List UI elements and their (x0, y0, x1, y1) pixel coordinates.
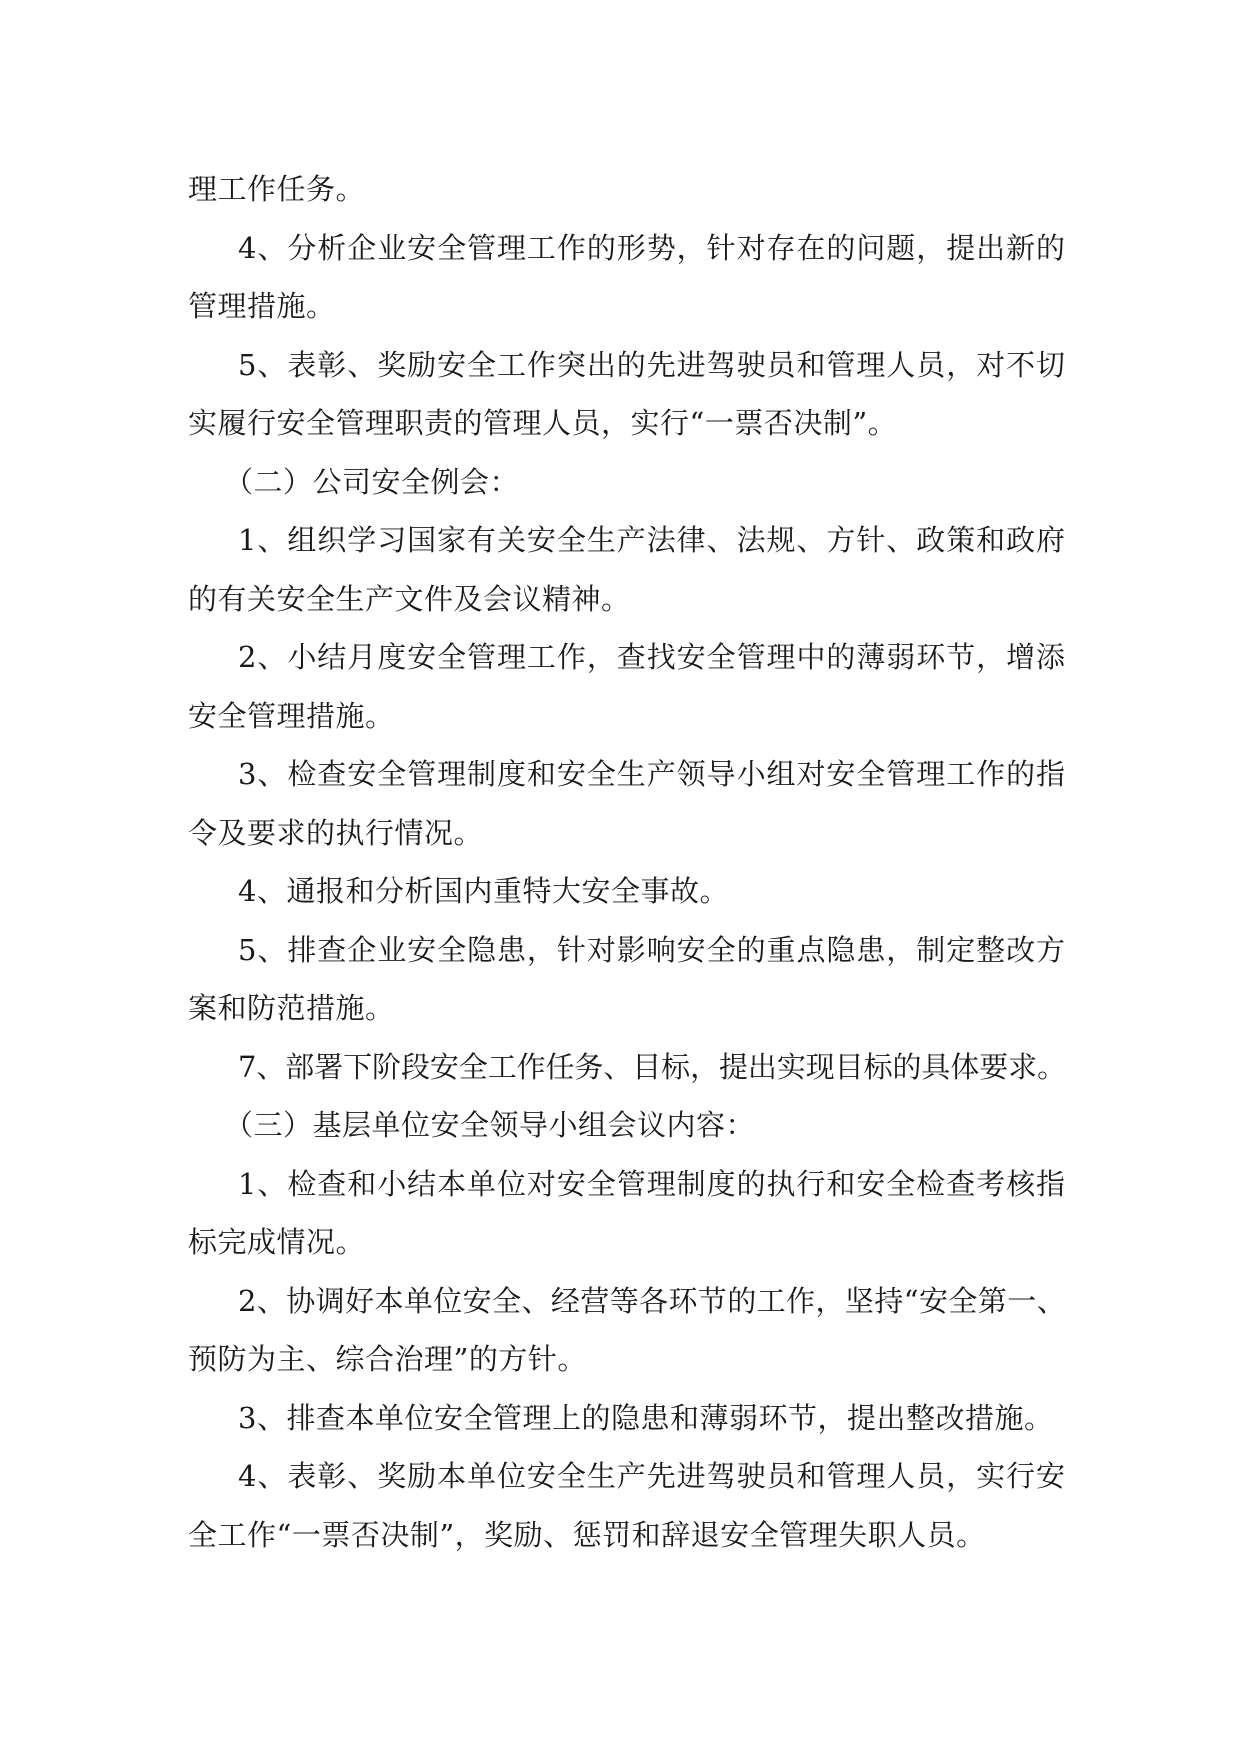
text-line: 3、排查本单位安全管理上的隐患和薄弱环节，提出整改措施。 (238, 1400, 1054, 1435)
section-heading: （二）公司安全例会： (224, 464, 520, 499)
text-line: 4、通报和分析国内重特大安全事故。 (238, 874, 729, 908)
body-text (188, 160, 1066, 1564)
text-line: 4、分析企业安全管理工作的形势，针对存在的问题，提出新的 (238, 230, 1066, 265)
text-line: 7、部署下阶段安全工作任务、目标，提出实现目标的具体要求。 (238, 1049, 1066, 1084)
text-line: 安全管理措施。 (188, 698, 395, 733)
text-line: 5、排查企业安全隐患，针对影响安全的重点隐患，制定整改方 (238, 932, 1066, 967)
text-line: 令及要求的执行情况。 (188, 815, 484, 850)
text-line: 标完成情况。 (188, 1225, 366, 1259)
text-line: 4、表彰、奖励本单位安全生产先进驾驶员和管理人员，实行安 (238, 1459, 1066, 1493)
text-line: 2、协调好本单位安全、经营等各环节的工作，坚持“安全第一、 (238, 1283, 1066, 1318)
text-line: 预防为主、综合治理”的方针。 (188, 1342, 587, 1376)
text-line: 实履行安全管理职责的管理人员，实行“一票否决制”。 (188, 406, 898, 440)
section-heading: （三）基层单位安全领导小组会议内容： (224, 1108, 756, 1142)
text-line: 1、检查和小结本单位对安全管理制度的执行和安全检查考核指 (238, 1166, 1066, 1201)
text-line: 3、检查安全管理制度和安全生产领导小组对安全管理工作的指 (238, 757, 1066, 791)
text-line: 理工作任务。 (188, 172, 366, 206)
text-line: 的有关安全生产文件及会议精神。 (188, 581, 631, 616)
text-line: 2、小结月度安全管理工作，查找安全管理中的薄弱环节，增添 (238, 640, 1066, 674)
text-line: 管理措施。 (188, 289, 336, 323)
text-line: 5、表彰、奖励安全工作突出的先进驾驶员和管理人员，对不切 (238, 347, 1066, 382)
text-line: 全工作“一票否决制”，奖励、惩罚和辞退安全管理失职人员。 (188, 1517, 986, 1552)
text-line: 案和防范措施。 (188, 991, 395, 1025)
text-line: 1、组织学习国家有关安全生产法律、法规、方针、政策和政府 (238, 523, 1066, 557)
